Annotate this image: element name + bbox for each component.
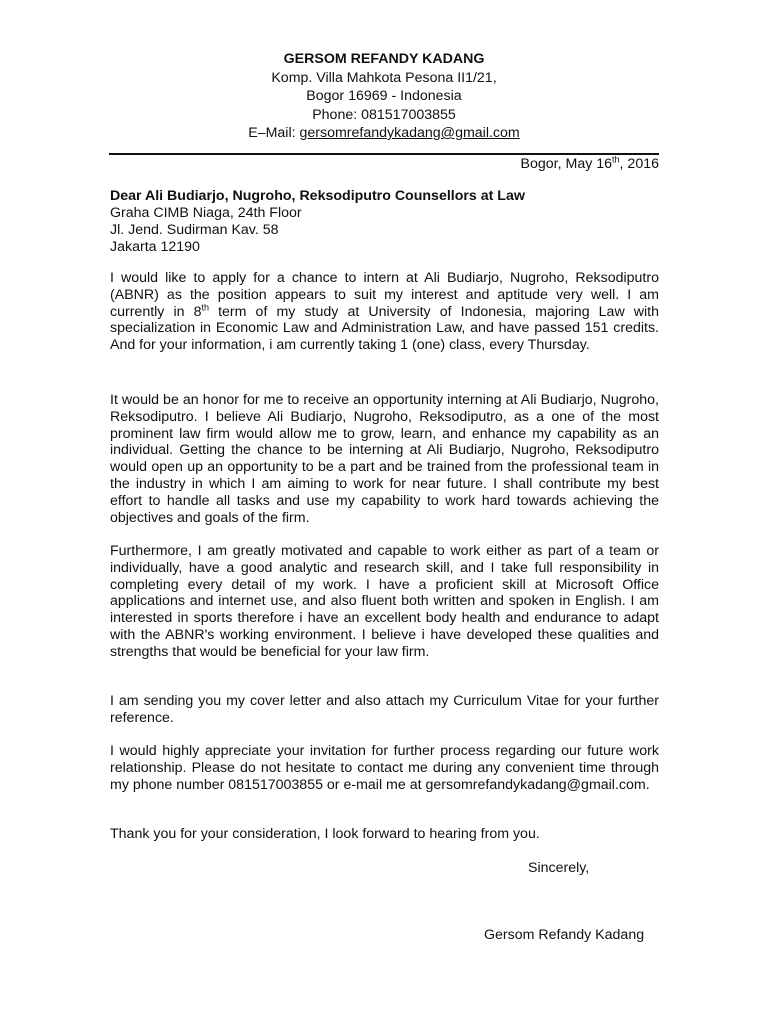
paragraph-4: I am sending you my cover letter and also attach my Curriculum Vitae for your further reference. [110,693,659,726]
closing-salutation: Sincerely, [528,860,590,876]
recipient-address-line1: Graha CIMB Niaga, 24th Floor [110,205,302,221]
recipient-block [110,188,660,256]
recipient-name: Dear Ali Budiarjo, Nugroho, Reksodiputro Counsellors at Law [110,188,525,204]
sender-phone: Phone: 081517003855 [312,106,456,123]
paragraph-1-ordinal: th [201,301,210,312]
sender-name: GERSOM REFANDY KADANG [283,51,485,67]
paragraph-1-part-b: term of my study at University of Indonesia, majoring Law with specialization in Economic Law and Administration Law, and have passed 151 credits. And for your information, i am currently taking 1 (one) class, every Thursday. [110,303,660,354]
recipient-address-line2: Jl. Jend. Sudirman Kav. 58 [110,222,279,238]
email-link[interactable]: gersomrefandykadang@gmail.com [299,125,520,141]
paragraph-2: It would be an honor for me to receive an opportunity interning at Ali Budiarjo, Nugroho, Reksodiputro. I believe Ali Budiarjo, Nugroho, Reksodiputro, as a one of the most prominent law firm would allow me to grow, learn, and enhance my capability as an individual. Getting the chance to be interning at Ali Budiarjo, Nugroho, Reksodiputro would open up an opportunity to be a part and be trained from the professional team in the industry in which I am aiming to work for near future. I shall contribute my best effort to handle all tasks and use my capability to work hard towards achieving the objectives and goals of the firm. [110,392,659,526]
paragraph-6: Thank you for your consideration, I look forward to hearing from you. [110,826,540,842]
sender-address-line1: Komp. Villa Mahkota Pesona II1/21, [271,69,497,86]
paragraph-3: Furthermore, I am greatly motivated and capable to work either as part of a team or individually, have a good analytic and research skill, and I take full responsibility in completing every detail of my work. I have a proficient skill at Microsoft Office applications and internet use, and also fluent both written and spoken in English. I am interested in sports therefore i have an excellent body health and endurance to adapt with the ABNR's working environment. I believe i have developed these qualities and strengths that would be beneficial for your law firm. [110,543,659,660]
email-label: E–Mail: [248,125,300,141]
sender-address-line2: Bogor 16969 - Indonesia [306,88,462,104]
date-prefix: Bogor, May 16 [520,156,613,172]
date-ordinal: th [612,154,620,165]
sender-email-line [0,124,768,143]
date-suffix: , 2016 [619,156,659,172]
recipient-address-line3: Jakarta 12190 [110,239,200,255]
letterhead [0,50,768,143]
letter-date [521,155,659,173]
paragraph-1-part-a: I would like to apply for a chance to intern at Ali Budiarjo, Nugroho, Reksodiputro (ABNR) as the position appears to suit my interest and aptitude very well. I am currently in 8 [110,270,659,320]
paragraph-1 [110,270,659,354]
paragraph-5: I would highly appreciate your invitation for further process regarding our future work relationship. Please do not hesitate to contact me during any convenient time through my phone number 081517003855 or e-mail me at gersomrefandykadang@gmail.com. [110,743,659,793]
signer-name: Gersom Refandy Kadang [484,927,645,943]
